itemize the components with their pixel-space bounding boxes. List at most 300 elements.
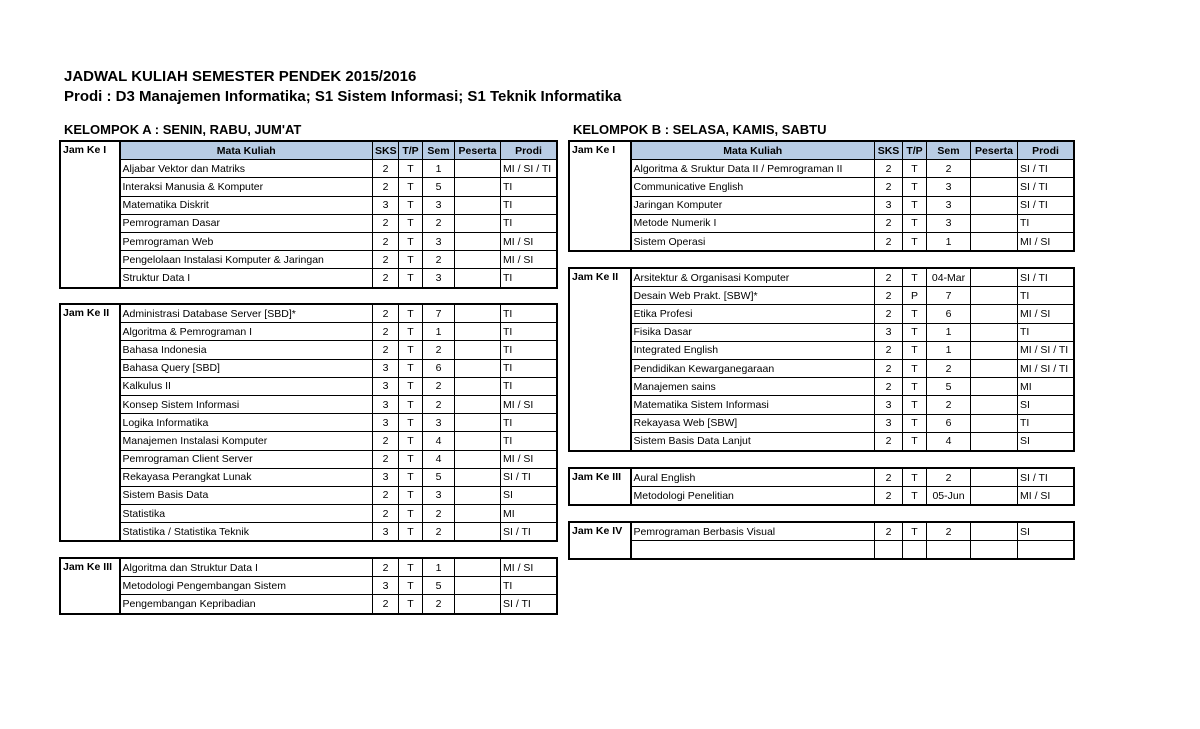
prodi-cell: TI <box>501 305 557 323</box>
course-name: Etika Profesi <box>631 305 875 323</box>
groupB-block-3-table <box>569 468 1074 505</box>
sem-cell: 6 <box>927 305 971 323</box>
sem-cell: 2 <box>927 359 971 377</box>
tp-cell: T <box>903 214 927 232</box>
course-name: Communicative English <box>631 178 875 196</box>
sem-cell: 7 <box>927 287 971 305</box>
sem-cell: 4 <box>423 450 455 468</box>
sem-cell: 4 <box>927 432 971 450</box>
sks-cell: 2 <box>373 323 399 341</box>
sem-cell: 1 <box>423 160 455 178</box>
sks-cell: 2 <box>875 359 903 377</box>
sks-cell: 2 <box>875 341 903 359</box>
tp-cell: T <box>399 160 423 178</box>
course-name: Rekayasa Perangkat Lunak <box>120 468 373 486</box>
sem-cell: 3 <box>423 232 455 250</box>
tp-cell: T <box>903 487 927 505</box>
tp-cell: T <box>399 414 423 432</box>
course-name: Sistem Basis Data Lanjut <box>631 432 875 450</box>
course-name: Jaringan Komputer <box>631 196 875 214</box>
table-row <box>61 595 557 613</box>
sks-cell: 2 <box>373 486 399 504</box>
sks-cell: 2 <box>373 251 399 269</box>
peserta-cell <box>455 395 501 413</box>
groupB-block-4-table <box>569 522 1074 559</box>
tp-cell: T <box>903 232 927 250</box>
table-row <box>61 269 557 287</box>
tp-cell: T <box>399 305 423 323</box>
sem-cell: 1 <box>927 323 971 341</box>
header-tp: T/P <box>903 142 927 160</box>
sks-cell: 2 <box>875 214 903 232</box>
table-row <box>570 378 1074 396</box>
table-row <box>570 323 1074 341</box>
groupA-block-1-table <box>60 141 557 288</box>
sks-cell: 2 <box>875 432 903 450</box>
header-mata-kuliah: Mata Kuliah <box>120 142 373 160</box>
course-name: Arsitektur & Organisasi Komputer <box>631 269 875 287</box>
sks-cell: 3 <box>875 414 903 432</box>
course-name: Aural English <box>631 469 875 487</box>
course-name: Metode Numerik I <box>631 214 875 232</box>
sem-cell: 2 <box>423 341 455 359</box>
table-row <box>570 469 1074 487</box>
peserta-cell <box>455 341 501 359</box>
table-row <box>570 541 1074 559</box>
sem-cell: 5 <box>927 378 971 396</box>
prodi-cell: TI <box>1018 414 1074 432</box>
table-row <box>61 414 557 432</box>
sem-cell: 3 <box>423 486 455 504</box>
prodi-cell: SI / TI <box>501 468 557 486</box>
peserta-cell <box>455 468 501 486</box>
sks-cell: 2 <box>373 341 399 359</box>
peserta-cell <box>455 523 501 541</box>
peserta-cell <box>455 178 501 196</box>
sem-cell: 3 <box>927 214 971 232</box>
table-row <box>570 160 1074 178</box>
tp-cell: T <box>399 214 423 232</box>
sks-cell: 3 <box>875 323 903 341</box>
peserta-cell <box>455 377 501 395</box>
peserta-cell <box>455 450 501 468</box>
peserta-cell <box>455 323 501 341</box>
table-row <box>61 196 557 214</box>
table-row <box>570 396 1074 414</box>
sem-cell: 1 <box>423 559 455 577</box>
sks-cell: 2 <box>373 160 399 178</box>
course-name <box>631 541 875 559</box>
sem-cell: 2 <box>423 377 455 395</box>
tp-cell: T <box>903 196 927 214</box>
jam-label: Jam Ke I <box>570 142 631 251</box>
peserta-cell <box>971 378 1018 396</box>
prodi-cell: TI <box>501 377 557 395</box>
peserta-cell <box>971 305 1018 323</box>
tp-cell: T <box>903 359 927 377</box>
sks-cell: 2 <box>373 559 399 577</box>
prodi-cell: SI <box>501 486 557 504</box>
tp-cell: T <box>399 359 423 377</box>
table-row <box>570 523 1074 541</box>
prodi-cell: TI <box>501 196 557 214</box>
tp-cell: T <box>903 378 927 396</box>
sem-cell: 2 <box>423 251 455 269</box>
course-name: Statistika <box>120 505 373 523</box>
peserta-cell <box>971 414 1018 432</box>
header-prodi: Prodi <box>501 142 557 160</box>
jam-label: Jam Ke II <box>61 305 120 541</box>
groupA-block-3-table <box>60 558 557 614</box>
course-name: Konsep Sistem Informasi <box>120 395 373 413</box>
prodi-cell: SI / TI <box>1018 469 1074 487</box>
sks-cell: 2 <box>373 214 399 232</box>
prodi-cell: TI <box>501 432 557 450</box>
prodi-cell: SI <box>1018 432 1074 450</box>
header-peserta: Peserta <box>455 142 501 160</box>
tp-cell: T <box>399 577 423 595</box>
sks-cell: 2 <box>875 160 903 178</box>
course-name: Administrasi Database Server [SBD]* <box>120 305 373 323</box>
jam-label: Jam Ke II <box>570 269 631 451</box>
prodi-cell: TI <box>501 359 557 377</box>
peserta-cell <box>455 232 501 250</box>
peserta-cell <box>971 469 1018 487</box>
sks-cell: 3 <box>373 377 399 395</box>
tp-cell: T <box>399 251 423 269</box>
table-row <box>61 359 557 377</box>
sks-cell: 2 <box>875 487 903 505</box>
tp-cell: T <box>903 414 927 432</box>
prodi-cell: MI <box>1018 378 1074 396</box>
course-name: Sistem Operasi <box>631 232 875 250</box>
peserta-cell <box>971 214 1018 232</box>
peserta-cell <box>455 214 501 232</box>
course-name: Manajemen Instalasi Komputer <box>120 432 373 450</box>
sks-cell: 2 <box>373 305 399 323</box>
peserta-cell <box>971 341 1018 359</box>
tp-cell: T <box>399 468 423 486</box>
course-name: Algoritma dan Struktur Data I <box>120 559 373 577</box>
sks-cell: 2 <box>875 469 903 487</box>
table-row <box>61 559 557 577</box>
peserta-cell <box>455 414 501 432</box>
course-name: Algoritma & Sruktur Data II / Pemrograman II <box>631 160 875 178</box>
table-row <box>61 523 557 541</box>
tp-cell: T <box>399 178 423 196</box>
table-row <box>61 432 557 450</box>
table-row <box>570 196 1074 214</box>
sem-cell: 1 <box>927 341 971 359</box>
tp-cell: T <box>399 377 423 395</box>
course-name: Pemrograman Berbasis Visual <box>631 523 875 541</box>
sem-cell: 3 <box>927 196 971 214</box>
prodi-cell <box>1018 541 1074 559</box>
sks-cell: 2 <box>875 178 903 196</box>
course-name: Pendidikan Kewarganegaraan <box>631 359 875 377</box>
groupA-block-2-table <box>60 304 557 541</box>
prodi-cell: TI <box>501 577 557 595</box>
peserta-cell <box>971 232 1018 250</box>
tp-cell: T <box>399 559 423 577</box>
prodi-cell: MI / SI / TI <box>1018 359 1074 377</box>
sks-cell: 2 <box>373 269 399 287</box>
table-row <box>61 468 557 486</box>
sem-cell: 2 <box>423 214 455 232</box>
course-name: Interaksi Manusia & Komputer <box>120 178 373 196</box>
peserta-cell <box>971 396 1018 414</box>
tp-cell: T <box>903 523 927 541</box>
course-name: Manajemen sains <box>631 378 875 396</box>
peserta-cell <box>455 559 501 577</box>
peserta-cell <box>455 160 501 178</box>
prodi-cell: MI / SI <box>501 559 557 577</box>
page-title: JADWAL KULIAH SEMESTER PENDEK 2015/2016 <box>64 68 417 85</box>
tp-cell: T <box>399 486 423 504</box>
table-row <box>61 305 557 323</box>
course-name: Pengembangan Kepribadian <box>120 595 373 613</box>
tp-cell: T <box>399 595 423 613</box>
sem-cell: 2 <box>423 505 455 523</box>
tp-cell: T <box>399 432 423 450</box>
prodi-cell: SI / TI <box>1018 269 1074 287</box>
peserta-cell <box>455 305 501 323</box>
peserta-cell <box>971 196 1018 214</box>
sem-cell: 6 <box>423 359 455 377</box>
prodi-cell: TI <box>501 323 557 341</box>
course-name: Pemrograman Client Server <box>120 450 373 468</box>
sks-cell: 2 <box>373 595 399 613</box>
prodi-cell: MI / SI / TI <box>501 160 557 178</box>
table-row <box>61 178 557 196</box>
peserta-cell <box>455 196 501 214</box>
course-name: Bahasa Query [SBD] <box>120 359 373 377</box>
prodi-cell: SI <box>1018 523 1074 541</box>
sem-cell: 7 <box>423 305 455 323</box>
sks-cell: 2 <box>875 232 903 250</box>
peserta-cell <box>455 577 501 595</box>
table-row <box>61 232 557 250</box>
prodi-cell: SI / TI <box>501 595 557 613</box>
sks-cell: 2 <box>373 450 399 468</box>
sks-cell: 3 <box>373 468 399 486</box>
prodi-cell: MI / SI <box>501 395 557 413</box>
tp-cell: T <box>399 232 423 250</box>
sks-cell: 2 <box>373 232 399 250</box>
peserta-cell <box>455 432 501 450</box>
prodi-cell: MI / SI <box>501 232 557 250</box>
prodi-cell: TI <box>501 214 557 232</box>
table-row <box>570 214 1074 232</box>
course-name: Pengelolaan Instalasi Komputer & Jaringan <box>120 251 373 269</box>
course-name: Matematika Sistem Informasi <box>631 396 875 414</box>
sks-cell: 2 <box>875 378 903 396</box>
course-name: Fisika Dasar <box>631 323 875 341</box>
groupB-block-1-table <box>569 141 1074 251</box>
table-row <box>61 251 557 269</box>
sks-cell: 3 <box>373 359 399 377</box>
sem-cell: 3 <box>423 196 455 214</box>
table-row <box>61 577 557 595</box>
prodi-cell: TI <box>1018 323 1074 341</box>
sks-cell: 2 <box>373 505 399 523</box>
sks-cell: 3 <box>875 196 903 214</box>
group-a-title: KELOMPOK A : SENIN, RABU, JUM'AT <box>64 122 302 137</box>
sem-cell: 5 <box>423 468 455 486</box>
course-name: Matematika Diskrit <box>120 196 373 214</box>
peserta-cell <box>455 269 501 287</box>
peserta-cell <box>971 160 1018 178</box>
peserta-cell <box>971 323 1018 341</box>
page-subtitle: Prodi : D3 Manajemen Informatika; S1 Sistem Informasi; S1 Teknik Informatika <box>64 88 622 105</box>
tp-cell: T <box>903 269 927 287</box>
sem-cell: 4 <box>423 432 455 450</box>
course-name: Algoritma & Pemrograman I <box>120 323 373 341</box>
course-name: Logika Informatika <box>120 414 373 432</box>
groupB-block-2-table <box>569 268 1074 451</box>
prodi-cell: MI / SI <box>1018 487 1074 505</box>
sks-cell: 2 <box>875 523 903 541</box>
sem-cell: 3 <box>423 414 455 432</box>
peserta-cell <box>971 523 1018 541</box>
peserta-cell <box>455 505 501 523</box>
peserta-cell <box>455 251 501 269</box>
course-name: Metodologi Pengembangan Sistem <box>120 577 373 595</box>
tp-cell: T <box>399 523 423 541</box>
header-row <box>570 142 1074 160</box>
table-row <box>570 305 1074 323</box>
prodi-cell: MI / SI <box>501 251 557 269</box>
prodi-cell: SI / TI <box>501 523 557 541</box>
jam-label: Jam Ke I <box>61 142 120 288</box>
table-row <box>61 377 557 395</box>
tp-cell: T <box>903 323 927 341</box>
sks-cell: 2 <box>875 269 903 287</box>
tp-cell: T <box>903 469 927 487</box>
tp-cell: T <box>399 323 423 341</box>
course-name: Statistika / Statistika Teknik <box>120 523 373 541</box>
prodi-cell: SI / TI <box>1018 196 1074 214</box>
jam-label: Jam Ke III <box>570 469 631 505</box>
course-name: Metodologi Penelitian <box>631 487 875 505</box>
sem-cell: 2 <box>423 595 455 613</box>
prodi-cell: SI / TI <box>1018 160 1074 178</box>
sem-cell: 3 <box>927 178 971 196</box>
sem-cell: 1 <box>423 323 455 341</box>
tp-cell: T <box>903 160 927 178</box>
header-row <box>61 142 557 160</box>
header-prodi: Prodi <box>1018 142 1074 160</box>
sem-cell: 2 <box>927 160 971 178</box>
peserta-cell <box>971 487 1018 505</box>
peserta-cell <box>971 269 1018 287</box>
course-name: Desain Web Prakt. [SBW]* <box>631 287 875 305</box>
tp-cell: T <box>903 341 927 359</box>
sem-cell <box>927 541 971 559</box>
sem-cell: 2 <box>423 523 455 541</box>
table-row <box>61 323 557 341</box>
sem-cell: 05-Jun <box>927 487 971 505</box>
sks-cell: 2 <box>875 305 903 323</box>
sks-cell: 2 <box>373 432 399 450</box>
course-name: Aljabar Vektor dan Matriks <box>120 160 373 178</box>
course-name: Bahasa Indonesia <box>120 341 373 359</box>
header-sem: Sem <box>423 142 455 160</box>
table-row <box>570 487 1074 505</box>
peserta-cell <box>455 359 501 377</box>
jam-label: Jam Ke IV <box>570 523 631 559</box>
peserta-cell <box>455 486 501 504</box>
tp-cell: T <box>399 196 423 214</box>
peserta-cell <box>971 287 1018 305</box>
prodi-cell: TI <box>1018 287 1074 305</box>
prodi-cell: TI <box>501 414 557 432</box>
sem-cell: 5 <box>423 178 455 196</box>
header-mata-kuliah: Mata Kuliah <box>631 142 875 160</box>
tp-cell: T <box>903 432 927 450</box>
course-name: Integrated English <box>631 341 875 359</box>
table-row <box>570 178 1074 196</box>
sks-cell: 3 <box>875 396 903 414</box>
tp-cell: T <box>399 505 423 523</box>
sks-cell: 2 <box>875 287 903 305</box>
sem-cell: 2 <box>423 395 455 413</box>
sem-cell: 1 <box>927 232 971 250</box>
table-row <box>570 359 1074 377</box>
sks-cell: 3 <box>373 414 399 432</box>
tp-cell: T <box>903 396 927 414</box>
peserta-cell <box>971 359 1018 377</box>
sem-cell: 2 <box>927 469 971 487</box>
tp-cell: T <box>903 305 927 323</box>
prodi-cell: MI <box>501 505 557 523</box>
prodi-cell: TI <box>1018 214 1074 232</box>
sks-cell: 3 <box>373 395 399 413</box>
course-name: Pemrograman Dasar <box>120 214 373 232</box>
header-tp: T/P <box>399 142 423 160</box>
prodi-cell: MI / SI <box>1018 305 1074 323</box>
course-name: Sistem Basis Data <box>120 486 373 504</box>
tp-cell: T <box>399 341 423 359</box>
table-row <box>61 505 557 523</box>
sem-cell: 2 <box>927 523 971 541</box>
prodi-cell: TI <box>501 178 557 196</box>
sem-cell: 6 <box>927 414 971 432</box>
prodi-cell: MI / SI / TI <box>1018 341 1074 359</box>
table-row <box>570 287 1074 305</box>
table-row <box>61 341 557 359</box>
peserta-cell <box>971 178 1018 196</box>
peserta-cell <box>971 541 1018 559</box>
tp-cell: T <box>903 178 927 196</box>
sks-cell: 3 <box>373 577 399 595</box>
course-name: Pemrograman Web <box>120 232 373 250</box>
header-peserta: Peserta <box>971 142 1018 160</box>
table-row <box>61 395 557 413</box>
table-row <box>570 269 1074 287</box>
table-row <box>570 232 1074 250</box>
tp-cell: T <box>399 269 423 287</box>
group-b-title: KELOMPOK B : SELASA, KAMIS, SABTU <box>573 122 827 137</box>
table-row <box>61 486 557 504</box>
sem-cell: 3 <box>423 269 455 287</box>
sem-cell: 5 <box>423 577 455 595</box>
prodi-cell: TI <box>501 341 557 359</box>
course-name: Rekayasa Web [SBW] <box>631 414 875 432</box>
sem-cell: 2 <box>927 396 971 414</box>
tp-cell <box>903 541 927 559</box>
peserta-cell <box>455 595 501 613</box>
